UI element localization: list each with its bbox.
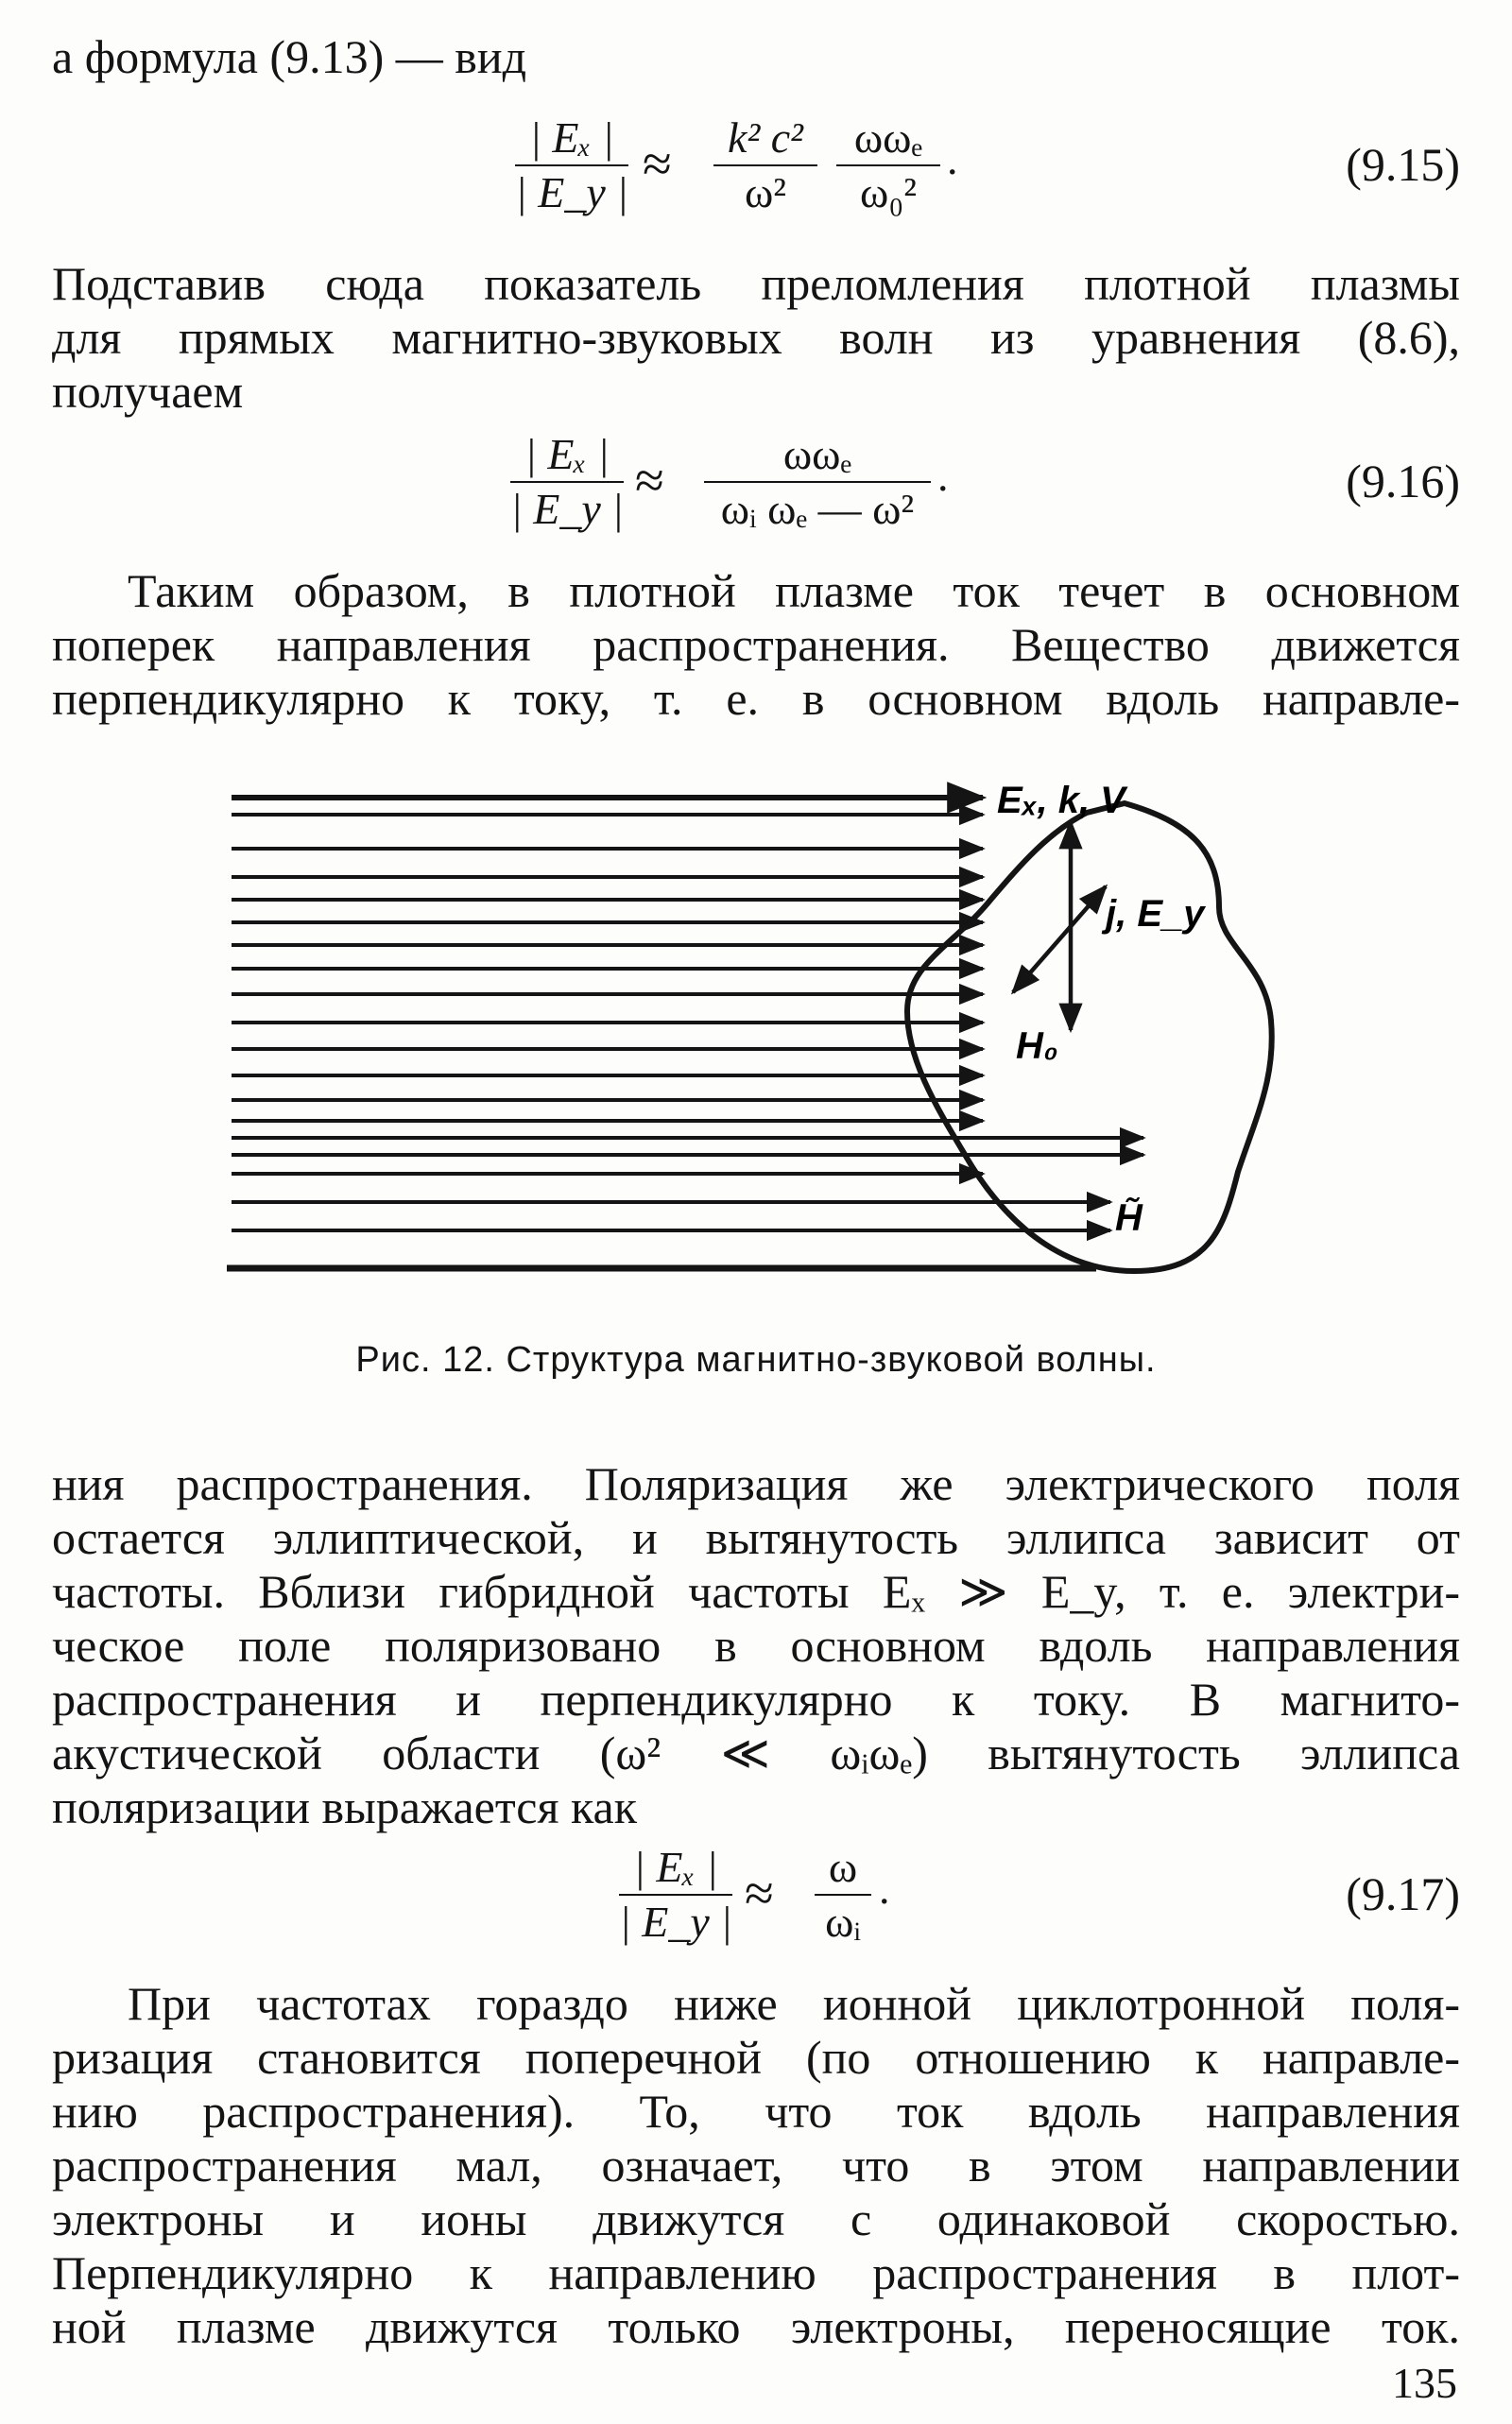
para2-line-3: перпендикулярно к току, т. е. в основном вдоль направле- [52,672,1460,725]
para1-line-2: для прямых магнитно-звуковых волн из уравнения (8.6), [52,311,1460,364]
eq-9-15-f1-den: ω² [744,168,787,216]
eq-9-17-tail: . [879,1865,890,1913]
eq-9-17-frac [815,1843,871,1947]
eq-9-16-lhs [510,430,624,534]
eq-9-16-frac [704,430,931,534]
para4-line-1: При частотах гораздо ниже ионной циклотронной поля- [128,1977,1460,2030]
eq-9-16-r-den: ωᵢ ωₑ — ω² [720,485,915,533]
eq-9-17-r-num: ω [828,1843,858,1891]
para3-line-5: распространения и перпендикулярно к току. В магнито- [52,1673,1460,1726]
equation-9-15 [0,113,1512,227]
eq-9-15-f1-num: k² c² [728,113,803,162]
eq-9-15-lhs-num: | Eₓ | [529,113,614,162]
para4-line-6: Перпендикулярно к направлению распространения в плот- [52,2246,1460,2299]
para3-line-3: частоты. Вблизи гибридной частоты Eₓ ≫ E_y, т. е. электри- [52,1565,1460,1618]
para4-line-4: распространения мал, означает, что в этом направлении [52,2139,1460,2192]
eq-9-17-lhs [619,1843,732,1947]
eq-9-15-frac1 [713,113,817,217]
eq-9-15-frac2 [836,113,940,217]
eq-9-17-r-den: ωᵢ [825,1898,861,1946]
eq-9-16-tail: . [937,452,949,500]
eq-9-17-lhs-num: | Eₓ | [633,1843,718,1891]
label-j-ey: j, E_y [1106,893,1205,935]
eq-9-17-op: ≈ [745,1865,774,1923]
eq-9-15-number: (9.15) [1346,138,1460,191]
para3-line-7: поляризации выражается как [52,1780,638,1833]
eq-9-15-f2-den: ω₀² [859,168,918,216]
label-h-tilde: H̃ [1115,1197,1143,1239]
para4-line-2: ризация становится поперечной (по отношению к направле- [52,2031,1460,2084]
eq-9-16-r-num: ωωₑ [782,430,852,478]
eq-9-15-f2-num: ωωₑ [853,113,923,162]
para4-line-5: электроны и ионы движутся с одинаковой скоростью. [52,2192,1460,2245]
label-h0: H₀ [1016,1025,1058,1067]
para2-line-1: Таким образом, в плотной плазме ток течет в основном [128,564,1460,617]
eq-9-15-tail: . [947,135,958,183]
eq-9-15-lhs [515,113,628,217]
para1-line-3: получаем [52,365,244,418]
equation-9-17 [0,1843,1512,1956]
para3-line-6: акустической области (ω² ≪ ωᵢωₑ) вытянутость эллипса [52,1727,1460,1779]
figure-caption: Рис. 12. Структура магнитно-звуковой волны. [355,1340,1157,1380]
intro-line: а формула (9.13) — вид [52,30,527,83]
para3-line-1: ния распространения. Поляризация же электрического поля [52,1457,1460,1510]
para3-line-2: остается эллиптической, и вытянутость эллипса зависит от [52,1511,1460,1564]
para1-line-1: Подставив сюда показатель преломления плотной плазмы [52,257,1460,310]
eq-9-16-lhs-den: | E_y | [510,485,624,533]
eq-9-16-op: ≈ [635,452,664,510]
page-number: 135 [1392,2359,1457,2407]
eq-9-15-lhs-den: | E_y | [515,168,628,216]
eq-9-16-lhs-num: | Eₓ | [524,430,610,478]
para4-line-7: ной плазме движутся только электроны, переносящие ток. [52,2300,1460,2353]
eq-9-15-op: ≈ [643,135,672,194]
equation-9-16 [0,430,1512,543]
para2-line-2: поперек направления распространения. Вещество движется [52,618,1460,671]
eq-9-17-number: (9.17) [1346,1867,1460,1920]
vector-arrows [1013,822,1106,1030]
eq-9-17-lhs-den: | E_y | [619,1898,732,1946]
para3-line-4: ческое поле поляризовано в основном вдоль направления [52,1619,1460,1672]
para4-line-3: нию распространения). То, что ток вдоль направления [52,2085,1460,2138]
eq-9-16-number: (9.16) [1346,455,1460,507]
label-ex-k-v: Eₓ, k, V [997,780,1125,821]
figure-12-diagram [0,775,1512,1304]
